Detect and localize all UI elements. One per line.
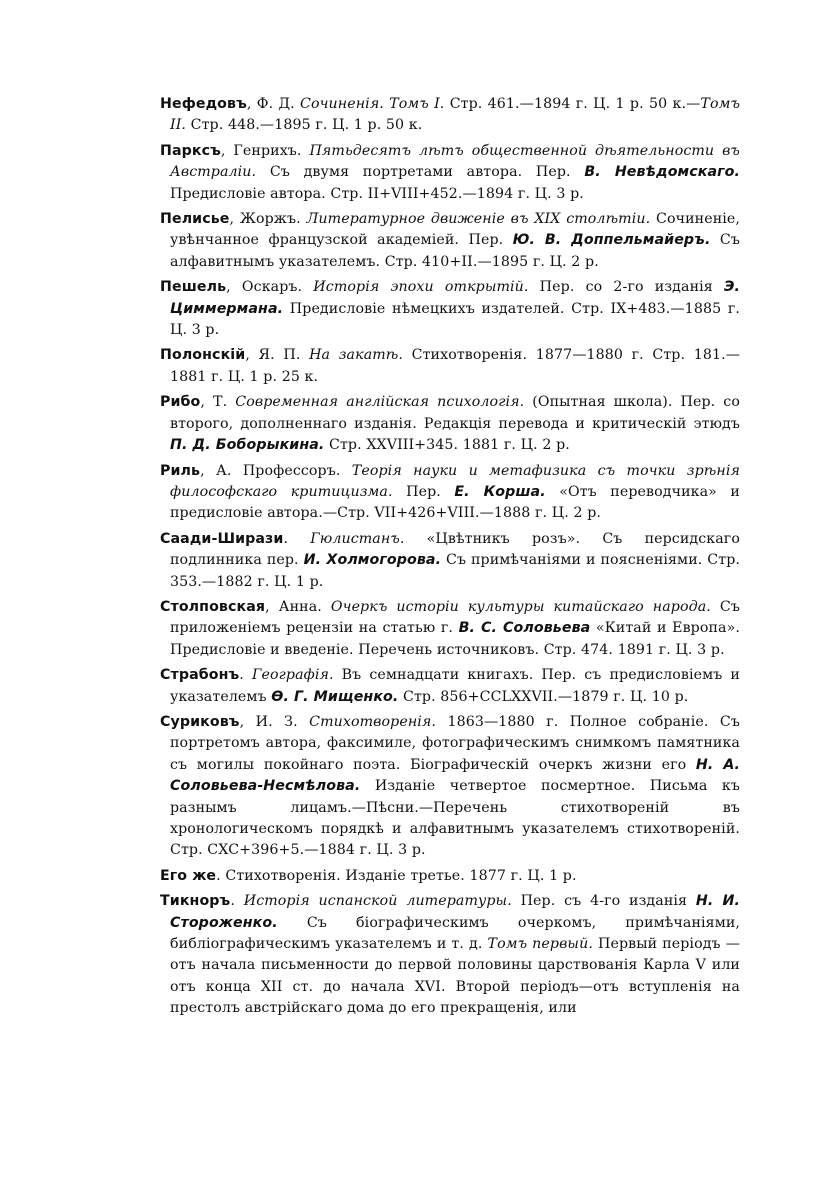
entry-author: Столповская (160, 598, 266, 615)
catalog-entry (160, 392, 740, 456)
entry-text: Стр. 856+CCLXXVII.—1879 г. Ц. 10 р. (398, 688, 689, 705)
entry-text: . (239, 667, 252, 684)
entry-text: , Я. П. (245, 347, 310, 364)
entry-text: , Анна. (265, 598, 331, 615)
translator-name: Н. И. Стороженко. (170, 893, 740, 931)
entry-title: Сочиненія. Томъ I. (300, 96, 445, 112)
entry-title: Томъ первый. (487, 936, 593, 953)
entry-author: Парксъ (160, 142, 221, 159)
entry-text: Въ семнадцати книгахъ. Пер. съ предисловіемъ и указателемъ (170, 667, 740, 705)
entry-author: Его же (160, 867, 217, 884)
entry-text: Первый періодъ — отъ начала письменности до первой половины царствованія Карла V или отъ конца XII ст. до начала XVI. Второй періодъ—отъ вступленія на престолъ австрійскаго дома до его прекращенія, или (170, 936, 740, 1017)
entry-text: Пер. со 2-го изданія (528, 279, 724, 296)
catalog-entry (160, 712, 740, 862)
entry-author: Суриковъ (160, 713, 240, 730)
entry-title: Исторія эпохи открытій. (313, 279, 529, 296)
entry-title: Литературное движеніе въ XIX столѣтіи. (306, 211, 651, 228)
entry-text: Изданіе четвертое посмертное. Письма къ разнымъ лицамъ.—Пѣсни.—Перечень стихотвореній въ хронологическомъ порядкѣ и алфавитнымъ указателемъ стихотвореній. Стр. CXC+396+5.—1884 г. Ц. 3 р. (170, 778, 740, 859)
entry-text: , А. Профессоръ. (200, 462, 352, 479)
entry-title: На закатѣ. (309, 347, 404, 364)
translator-name: В. С. Соловьева (458, 620, 591, 637)
entry-text: , Ф. Д. (246, 96, 301, 112)
entry-text: 1863—1880 г. Полное собраніе. Съ портретомъ автора, факсимиле, фотографическимъ снимкомъ памятника съ могилы покойнаго поэта. Біографическій очеркъ жизни его (170, 713, 740, 773)
entry-title: Пятьдесятъ лѣтъ общественной дѣятельности въ Австраліи. (170, 142, 740, 181)
entry-author: Рибо (160, 394, 201, 411)
translator-name: Э. Циммермана. (170, 279, 740, 317)
catalog-page (160, 94, 740, 1024)
entry-text: , Оскаръ. (226, 279, 314, 296)
catalog-entry (160, 277, 740, 341)
entry-text: Пер. (392, 483, 455, 500)
entry-text: «Китай и Европа». Предисловіе и введеніе. Перечень источниковъ. Стр. 474. 1891 г. Ц. 3 р. (170, 620, 740, 658)
entry-title: Томъ II. (170, 96, 741, 134)
entry-author: Тикноръ (160, 893, 231, 910)
entry-title: Географія. (251, 667, 334, 684)
entry-author: Нефедовъ (160, 96, 247, 112)
entry-text: Съ приложеніемъ рецензіи на статью г. (170, 598, 740, 637)
catalog-entry (160, 866, 740, 887)
entry-text: Стр. 461.—1894 г. Ц. 1 р. 50 к.— (444, 96, 701, 112)
catalog-entry (160, 597, 740, 661)
entry-text: Стр. 448.—1895 г. Ц. 1 р. 50 к. (186, 117, 423, 134)
entry-text: Съ примѣчаніями и поясненіями. Стр. 353.—1882 г. Ц. 1 р. (170, 552, 740, 590)
entry-text: , Т. (200, 394, 236, 411)
entry-title: Очеркъ исторіи культуры китайскаго народа. (330, 598, 711, 615)
entry-text: «Отъ переводчика» и предисловіе автора.—Стр. VII+426+VIII.—1888 г. Ц. 2 р. (170, 483, 740, 522)
entry-text: Съ біографическимъ очеркомъ, примѣчаніями, библіографическимъ указателемъ и т. д. (170, 914, 740, 953)
entry-title: Исторія испанской литературы. (243, 893, 512, 910)
entry-text: Сочиненіе, увѣнчанное французской академіей. Пер. (170, 211, 740, 249)
entry-author: Риль (160, 462, 201, 479)
entry-text: (Опытная школа). Пер. со второго, дополненнаго изданія. Редакція перевода и критическій этюдъ (170, 394, 740, 432)
catalog-entry (160, 141, 740, 205)
catalog-entry (160, 94, 740, 137)
catalog-entry (160, 891, 740, 1019)
entry-text: , Генрихъ. (220, 142, 310, 159)
entry-author: Полонскій (160, 347, 246, 364)
translator-name: Ѳ. Г. Мищенко. (271, 688, 399, 705)
entry-text: Пер. съ 4-го изданія (511, 893, 696, 910)
translator-name: В. Невѣдомскаго. (584, 164, 740, 181)
translator-name: Е. Корша. (454, 483, 546, 500)
catalog-entries (160, 94, 740, 1020)
catalog-entry (160, 529, 740, 593)
entry-text: Предисловіе автора. Стр. II+VIII+452.—1894 г. Ц. 3 р. (170, 185, 584, 202)
entry-title: Современная англійская психологія. (235, 394, 525, 411)
entry-title: Теорія науки и метафизика съ точки зрѣнія философскаго критицизма. (170, 462, 740, 500)
entry-text: . (283, 530, 311, 547)
translator-name: Н. А. Соловьева-Несмѣлова. (170, 756, 740, 795)
entry-author: Пелисье (160, 211, 230, 228)
entry-author: Страбонъ (160, 667, 240, 684)
catalog-entry (160, 461, 740, 525)
entry-text: . (230, 893, 244, 910)
entry-text: «Цвѣтникъ розъ». Съ персидскаго подлинника пер. (170, 530, 740, 569)
entry-title: Гюлистанъ. (310, 530, 405, 547)
entry-author: Пешель (160, 279, 227, 296)
entry-text: Съ двумя портретами автора. Пер. (256, 164, 585, 181)
entry-author: Саади-Ширази (160, 530, 284, 547)
entry-text: , Жоржъ. (229, 211, 307, 228)
translator-name: Ю. В. Доппельмайеръ. (512, 232, 711, 249)
entry-text: . Стихотворенія. Изданіе третье. 1877 г. Ц. 1 р. (216, 867, 577, 884)
entry-text: Предисловіе нѣмецкихъ издателей. Стр. IX+483.—1885 г. Ц. 3 р. (170, 300, 740, 339)
entry-title: Стихотворенія. (309, 713, 437, 730)
catalog-entry (160, 665, 740, 708)
translator-name: И. Холмогорова. (303, 552, 442, 569)
translator-name: П. Д. Боборыкина. (170, 437, 325, 454)
catalog-entry (160, 345, 740, 388)
entry-text: Стр. XXVIII+345. 1881 г. Ц. 2 р. (324, 437, 570, 454)
entry-text: Съ алфавитнымъ указателемъ. Стр. 410+II.—1895 г. Ц. 2 р. (170, 232, 740, 270)
entry-text: , И. З. (239, 713, 310, 730)
entry-text: Стихотворенія. 1877—1880 г. Стр. 181.—1881 г. Ц. 1 р. 25 к. (170, 347, 740, 385)
catalog-entry (160, 209, 740, 273)
